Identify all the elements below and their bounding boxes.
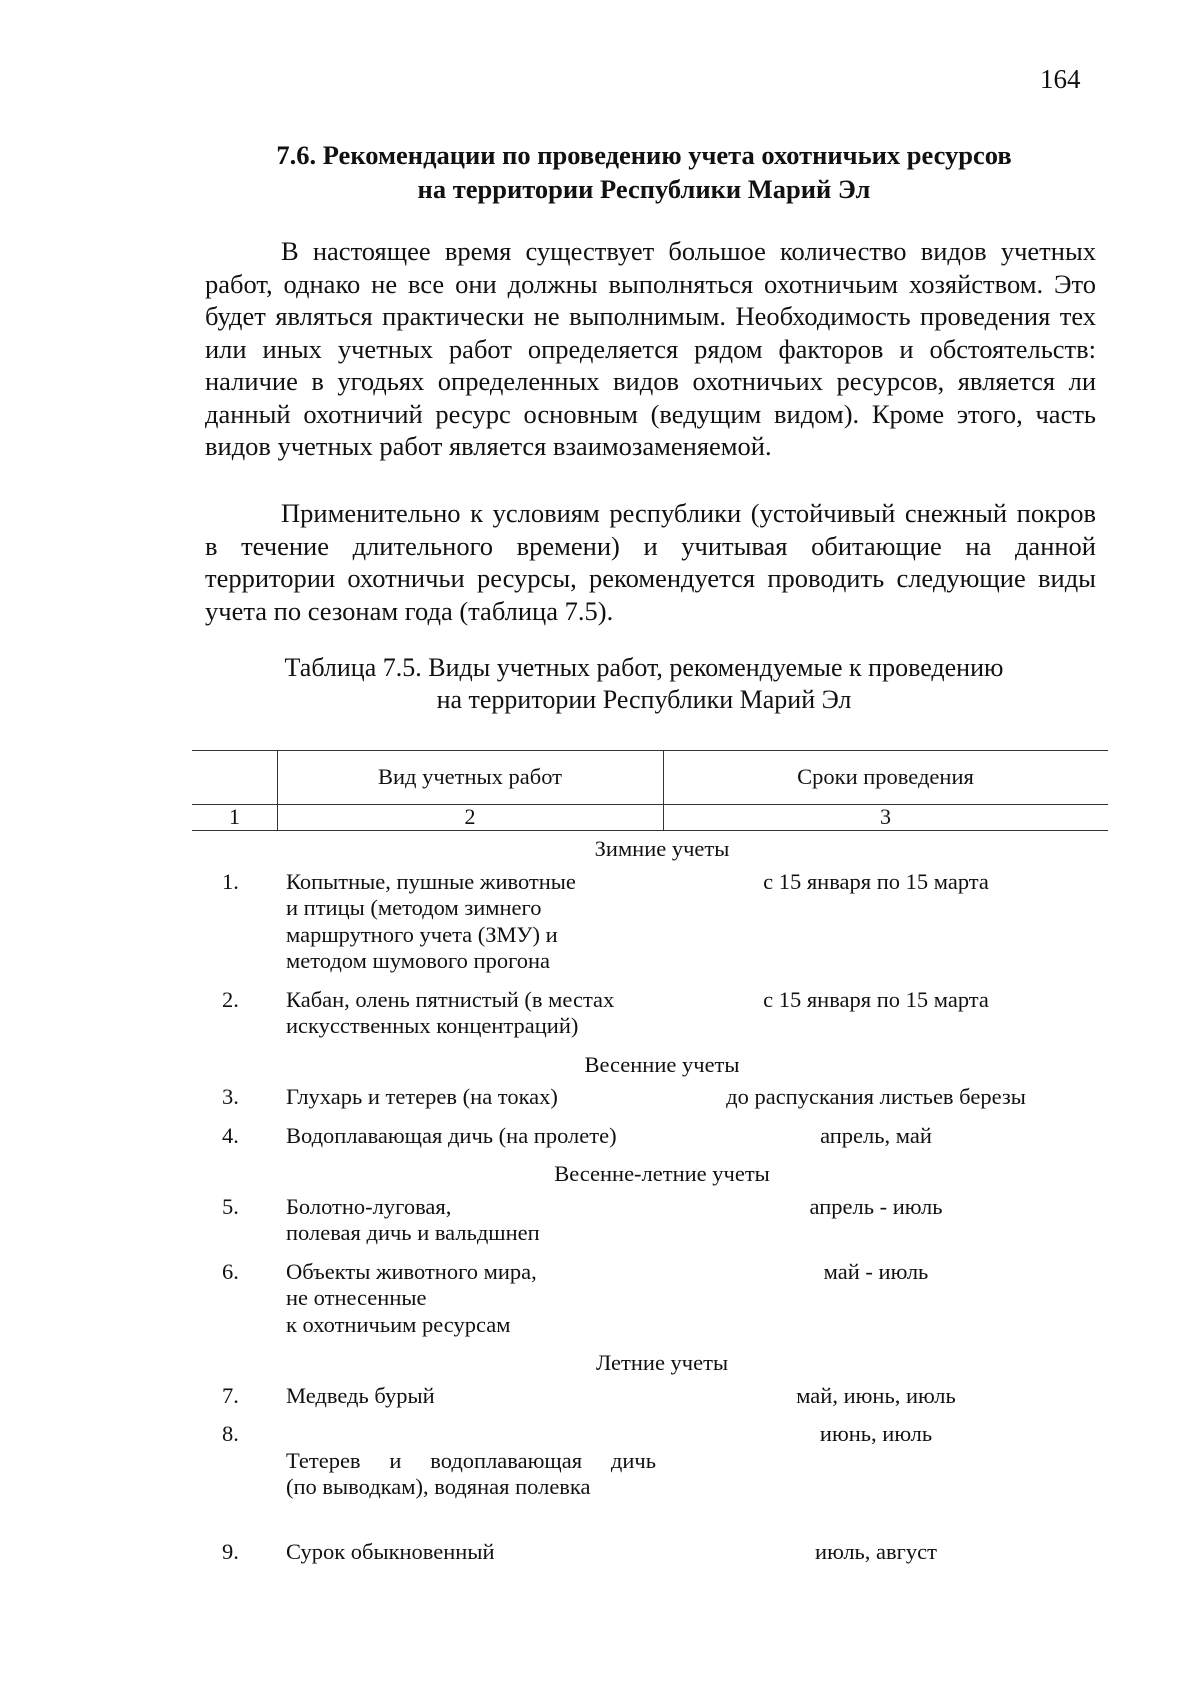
section-title-line-2: на территории Республики Марий Эл <box>417 174 871 204</box>
row-term: апрель, май <box>820 1122 932 1148</box>
row-term: с 15 января по 15 марта <box>763 868 989 894</box>
season-heading-spring: Весенние учеты <box>584 1051 740 1077</box>
row-kind <box>286 1421 676 1527</box>
section-title <box>180 138 1108 206</box>
row-number: 8. <box>222 1421 239 1446</box>
table-numbers-rule <box>192 830 1108 831</box>
table-row <box>192 1194 1108 1247</box>
row-term: июнь, июль <box>819 1421 933 1446</box>
column-number-1: 1 <box>229 804 240 829</box>
row-kind: Болотно-луговая, полевая дичь и вальдшнеп <box>286 1193 540 1245</box>
table-row <box>192 987 1108 1040</box>
table-row <box>192 1539 1108 1566</box>
row-number: 4. <box>222 1122 239 1148</box>
table-row <box>192 1123 1108 1150</box>
row-number: 9. <box>222 1539 239 1564</box>
season-heading-winter: Зимние учеты <box>594 836 730 861</box>
row-kind: Медведь бурый <box>286 1382 435 1408</box>
table-row <box>192 869 1108 975</box>
column-number-2: 2 <box>464 804 476 829</box>
row-kind: Водоплавающая дичь (на пролете) <box>286 1122 617 1148</box>
row-kind: Сурок обыкновенный <box>286 1539 495 1564</box>
header-kind: Вид учетных работ <box>377 764 562 789</box>
table-row <box>192 1084 1108 1111</box>
table-caption-line-2: на территории Республики Марий Эл <box>436 685 852 714</box>
table-row <box>192 1259 1108 1339</box>
row-number: 2. <box>222 986 239 1012</box>
page-number: 164 <box>1040 64 1081 94</box>
row-term: апрель - июль <box>809 1193 943 1219</box>
row-kind: Кабан, олень пятнистый (в местах искусственных концентраций) <box>286 986 615 1038</box>
row-kind: Копытные, пушные животные и птицы (методом зимнего маршрутного учета (ЗМУ) и методом шумового прогона <box>286 868 576 973</box>
row-number: 1. <box>222 868 239 894</box>
table-body <box>192 836 1108 1566</box>
table-caption <box>180 652 1108 716</box>
header-term: Сроки проведения <box>797 764 974 789</box>
season-heading-spring-summer: Весенне-летние учеты <box>554 1161 770 1186</box>
paragraph-1: В настоящее время существует большое количество видов учетных работ, однако не все они должны выполняться охотничьим хозяйством. Это будет являться практически не выполнимым. Необходимость проведения тех или иных учетных работ определяется рядом факторов и обстоятельств: наличие в угодьях определенных видов охотничьих ресурсов, является ли данный охотничий ресурс основным (ведущим видом). Кроме этого, часть видов учетных работ является взаимозаменяемой. <box>205 236 1096 461</box>
row-kind: Глухарь и тетерев (на токах) <box>286 1084 558 1109</box>
row-term: май, июнь, июль <box>796 1382 956 1408</box>
row-number: 5. <box>222 1193 239 1219</box>
row-kind-line-1: Тетерев и водоплавающая дичь <box>286 1447 656 1473</box>
section-title-line-1: 7.6. Рекомендации по проведению учета охотничьих ресурсов <box>276 140 1012 170</box>
row-term: июль, август <box>815 1539 937 1564</box>
table-caption-line-1: Таблица 7.5. Виды учетных работ, рекомендуемые к проведению <box>284 653 1004 682</box>
row-number: 3. <box>222 1084 239 1109</box>
row-term: май - июль <box>823 1258 929 1284</box>
column-number-3: 3 <box>880 804 891 829</box>
table-top-rule <box>192 750 1108 751</box>
paragraph-2: Применительно к условиям республики (устойчивый снежный покров в течение длительного времени) и учитывая обитающие на данной территории охотничьи ресурсы, рекомендуется проводить следующие виды учета по сезонам года (таблица 7.5). <box>205 498 1096 626</box>
row-term: с 15 января по 15 марта <box>763 986 989 1012</box>
row-kind: Объекты животного мира, не отнесенные к охотничьим ресурсам <box>286 1258 537 1337</box>
row-kind-line-2: (по выводкам), водяная полевка <box>286 1474 591 1499</box>
row-number: 7. <box>222 1382 239 1408</box>
table-row <box>192 1421 1108 1527</box>
row-term: до распускания листьев березы <box>726 1084 1026 1109</box>
row-number: 6. <box>222 1258 239 1284</box>
table-row <box>192 1383 1108 1410</box>
season-heading-summer: Летние учеты <box>595 1350 729 1375</box>
